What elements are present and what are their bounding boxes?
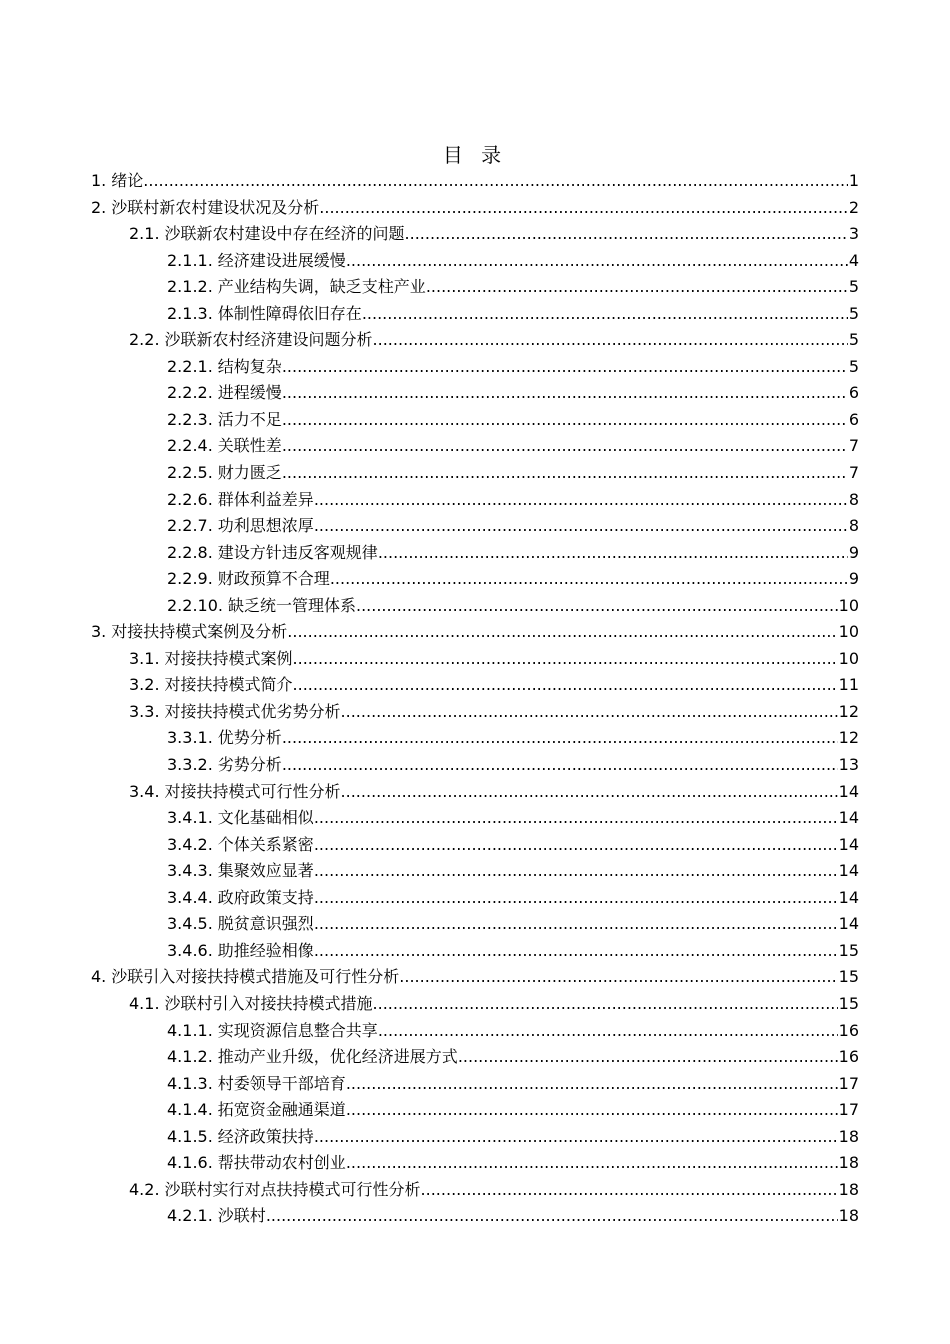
toc-entry[interactable] bbox=[91, 195, 859, 222]
toc-entry-title: 助推经验相像 bbox=[217, 940, 314, 960]
toc-dot-leader bbox=[399, 964, 837, 991]
toc-entry-title: 沙联村引入对接扶持模式措施 bbox=[164, 993, 373, 1013]
toc-entry-number: 4.1.5. bbox=[167, 1126, 213, 1146]
toc-entry-number: 4.1.3. bbox=[167, 1073, 213, 1093]
toc-dot-leader bbox=[282, 407, 848, 434]
toc-entry[interactable] bbox=[91, 1044, 859, 1071]
toc-entry-title: 沙联新农村建设中存在经济的问题 bbox=[164, 224, 405, 244]
toc-entry[interactable] bbox=[91, 354, 859, 381]
toc-entry-page-number: 17 bbox=[838, 1073, 859, 1093]
toc-entry[interactable] bbox=[91, 752, 859, 779]
toc-entry[interactable] bbox=[91, 1097, 859, 1124]
toc-dot-leader bbox=[319, 195, 848, 222]
toc-entry-title: 帮扶带动农村创业 bbox=[217, 1153, 346, 1173]
toc-entry-number: 3.1. bbox=[129, 648, 160, 668]
toc-entry[interactable] bbox=[91, 221, 859, 248]
toc-entry-number: 2.2.1. bbox=[167, 356, 213, 376]
toc-entry[interactable] bbox=[91, 911, 859, 938]
toc-entry-number: 1. bbox=[91, 171, 107, 190]
toc-entry-title: 建设方针违反客观规律 bbox=[217, 542, 378, 562]
toc-entry[interactable] bbox=[91, 540, 859, 567]
toc-entry-number: 2.2. bbox=[129, 330, 160, 350]
toc-entry-title: 沙联村新农村建设状况及分析 bbox=[111, 197, 320, 217]
toc-entry-page-number: 2 bbox=[848, 197, 859, 217]
toc-entry-number: 2.2.8. bbox=[167, 542, 213, 562]
toc-entry-title: 财政预算不合理 bbox=[217, 569, 330, 589]
toc-entry[interactable] bbox=[91, 1071, 859, 1098]
toc-dot-leader bbox=[287, 619, 837, 646]
toc-entry[interactable] bbox=[91, 301, 859, 328]
toc-dot-leader bbox=[330, 566, 848, 593]
toc-entry-page-number: 8 bbox=[848, 489, 859, 509]
toc-dot-leader bbox=[314, 938, 838, 965]
toc-dot-leader bbox=[314, 885, 838, 912]
toc-title: 目 录 bbox=[442, 143, 508, 167]
toc-entry-title: 绪论 bbox=[111, 171, 144, 190]
toc-entry-number: 2.2.7. bbox=[167, 516, 213, 536]
toc-entry-page-number: 6 bbox=[848, 383, 859, 403]
toc-entry[interactable] bbox=[91, 991, 859, 1018]
toc-entry[interactable] bbox=[91, 1150, 859, 1177]
toc-entry-number: 4.1. bbox=[129, 993, 160, 1013]
toc-dot-leader bbox=[314, 805, 838, 832]
toc-entry-page-number: 18 bbox=[838, 1153, 859, 1173]
toc-entry-number: 2.2.3. bbox=[167, 409, 213, 429]
toc-entry-number: 4.2. bbox=[129, 1179, 160, 1199]
toc-entry[interactable] bbox=[91, 1124, 859, 1151]
toc-entry[interactable] bbox=[91, 380, 859, 407]
toc-entry-page-number: 14 bbox=[838, 914, 859, 934]
toc-entry-page-number: 11 bbox=[838, 675, 859, 695]
toc-entry[interactable] bbox=[91, 858, 859, 885]
toc-entry-page-number: 15 bbox=[838, 967, 859, 987]
toc-entry-title: 关联性差 bbox=[217, 436, 282, 456]
toc-entry-title: 对接扶持模式优劣势分析 bbox=[164, 701, 341, 721]
toc-dot-leader bbox=[143, 168, 848, 195]
toc-dot-leader bbox=[341, 779, 838, 806]
toc-dot-leader bbox=[314, 858, 838, 885]
toc-entry-page-number: 4 bbox=[848, 250, 859, 270]
toc-entry-number: 2.2.5. bbox=[167, 463, 213, 483]
toc-dot-leader bbox=[341, 699, 838, 726]
toc-entry-title: 村委领导干部培育 bbox=[217, 1073, 346, 1093]
toc-entry-number: 3.4. bbox=[129, 781, 160, 801]
toc-dot-leader bbox=[293, 672, 838, 699]
toc-entry[interactable] bbox=[91, 885, 859, 912]
toc-entry-page-number: 5 bbox=[848, 356, 859, 376]
toc-entry-page-number: 17 bbox=[838, 1100, 859, 1120]
toc-entry-page-number: 1 bbox=[848, 171, 859, 190]
toc-entry[interactable] bbox=[91, 407, 859, 434]
toc-dot-leader bbox=[378, 540, 848, 567]
toc-entry[interactable] bbox=[91, 566, 859, 593]
toc-entry[interactable] bbox=[91, 593, 859, 620]
toc-entry-title: 经济建设进展缓慢 bbox=[217, 250, 346, 270]
toc-entry[interactable] bbox=[91, 832, 859, 859]
toc-entry-number: 3.4.5. bbox=[167, 914, 213, 934]
toc-entry-number: 3.4.4. bbox=[167, 887, 213, 907]
toc-entry[interactable] bbox=[91, 513, 859, 540]
toc-entry[interactable] bbox=[91, 725, 859, 752]
toc-entry-title: 对接扶持模式案例及分析 bbox=[111, 622, 288, 642]
toc-entry-page-number: 10 bbox=[838, 622, 859, 642]
toc-entry-number: 2.1. bbox=[129, 224, 160, 244]
toc-dot-leader bbox=[405, 221, 848, 248]
toc-entry-page-number: 18 bbox=[838, 1126, 859, 1146]
toc-entry-title: 文化基础相似 bbox=[217, 808, 314, 828]
toc-dot-leader bbox=[282, 725, 838, 752]
toc-entry-page-number: 8 bbox=[848, 516, 859, 536]
toc-dot-leader bbox=[378, 1018, 838, 1045]
toc-entry-number: 3. bbox=[91, 622, 107, 642]
toc-dot-leader bbox=[314, 1124, 838, 1151]
toc-entry[interactable] bbox=[91, 805, 859, 832]
toc-entry-page-number: 10 bbox=[838, 648, 859, 668]
toc-entry[interactable] bbox=[91, 938, 859, 965]
toc-dot-leader bbox=[346, 1150, 838, 1177]
toc-dot-leader bbox=[373, 991, 838, 1018]
toc-entry-number: 2.2.10. bbox=[167, 595, 223, 615]
toc-entry-title: 沙联引入对接扶持模式措施及可行性分析 bbox=[111, 967, 400, 987]
toc-dot-leader bbox=[282, 433, 848, 460]
toc-entry-page-number: 15 bbox=[838, 940, 859, 960]
toc-entry-number: 2.2.4. bbox=[167, 436, 213, 456]
toc-entry-number: 2.2.2. bbox=[167, 383, 213, 403]
toc-entry-number: 2.1.1. bbox=[167, 250, 213, 270]
toc-entry-page-number: 5 bbox=[848, 277, 859, 297]
toc-entry-number: 4.2.1. bbox=[167, 1206, 213, 1226]
toc-entry-title: 经济政策扶持 bbox=[217, 1126, 314, 1146]
toc-entry-title: 推动产业升级，优化经济进展方式 bbox=[217, 1047, 458, 1067]
toc-entry-number: 4.1.1. bbox=[167, 1020, 213, 1040]
toc-entry-number: 2.1.2. bbox=[167, 277, 213, 297]
toc-entry-page-number: 7 bbox=[848, 463, 859, 483]
toc-entry-page-number: 16 bbox=[838, 1020, 859, 1040]
toc-entry-number: 4.1.6. bbox=[167, 1153, 213, 1173]
toc-entry-title: 沙联村 bbox=[217, 1206, 266, 1226]
toc-entry[interactable] bbox=[91, 619, 859, 646]
toc-entry-number: 2.2.9. bbox=[167, 569, 213, 589]
toc-dot-leader bbox=[421, 1177, 838, 1204]
toc-dot-leader bbox=[266, 1203, 838, 1230]
toc-entry-title: 个体关系紧密 bbox=[217, 834, 314, 854]
toc-entry-page-number: 16 bbox=[838, 1047, 859, 1067]
toc-entry[interactable] bbox=[91, 646, 859, 673]
toc-entry-number: 3.3. bbox=[129, 701, 160, 721]
toc-dot-leader bbox=[282, 354, 848, 381]
toc-entry[interactable] bbox=[91, 248, 859, 275]
toc-entry-title: 劣势分析 bbox=[217, 755, 282, 775]
toc-entry-number: 4.1.2. bbox=[167, 1047, 213, 1067]
toc-dot-leader bbox=[314, 832, 838, 859]
toc-entry-number: 2.2.6. bbox=[167, 489, 213, 509]
toc-entry-page-number: 14 bbox=[838, 781, 859, 801]
toc-entry-page-number: 9 bbox=[848, 542, 859, 562]
toc-entry-page-number: 5 bbox=[848, 303, 859, 323]
toc-entry-title: 对接扶持模式简介 bbox=[164, 675, 293, 695]
toc-entry-number: 3.4.2. bbox=[167, 834, 213, 854]
toc-entry-number: 3.4.6. bbox=[167, 940, 213, 960]
toc-entry-title: 对接扶持模式可行性分析 bbox=[164, 781, 341, 801]
toc-dot-leader bbox=[282, 752, 838, 779]
toc-entry[interactable] bbox=[91, 168, 859, 195]
toc-entry-title: 产业结构失调，缺乏支柱产业 bbox=[217, 277, 426, 297]
toc-entry-number: 2. bbox=[91, 197, 107, 217]
toc-entry[interactable] bbox=[91, 699, 859, 726]
toc-list bbox=[91, 168, 859, 1230]
toc-entry-page-number: 14 bbox=[838, 887, 859, 907]
toc-entry-page-number: 5 bbox=[848, 330, 859, 350]
toc-entry[interactable] bbox=[91, 1177, 859, 1204]
toc-entry-page-number: 13 bbox=[838, 755, 859, 775]
toc-entry-number: 3.3.2. bbox=[167, 755, 213, 775]
toc-entry-title: 结构复杂 bbox=[217, 356, 282, 376]
toc-entry[interactable] bbox=[91, 1203, 859, 1230]
toc-entry-page-number: 18 bbox=[838, 1206, 859, 1226]
toc-entry-title: 集聚效应显著 bbox=[217, 861, 314, 881]
toc-entry[interactable] bbox=[91, 274, 859, 301]
toc-entry-number: 4. bbox=[91, 967, 107, 987]
toc-entry-title: 群体利益差异 bbox=[217, 489, 314, 509]
toc-entry-page-number: 18 bbox=[838, 1179, 859, 1199]
toc-entry-title: 沙联新农村经济建设问题分析 bbox=[164, 330, 373, 350]
toc-entry-number: 3.4.3. bbox=[167, 861, 213, 881]
toc-dot-leader bbox=[362, 301, 848, 328]
toc-entry-number: 3.4.1. bbox=[167, 808, 213, 828]
toc-dot-leader bbox=[314, 487, 848, 514]
toc-entry[interactable] bbox=[91, 327, 859, 354]
toc-dot-leader bbox=[293, 646, 838, 673]
toc-entry-title: 缺乏统一管理体系 bbox=[227, 595, 356, 615]
toc-entry-title: 沙联村实行对点扶持模式可行性分析 bbox=[164, 1179, 421, 1199]
toc-entry[interactable] bbox=[91, 487, 859, 514]
toc-entry[interactable] bbox=[91, 672, 859, 699]
toc-entry-page-number: 12 bbox=[838, 728, 859, 748]
toc-entry-page-number: 9 bbox=[848, 569, 859, 589]
toc-dot-leader bbox=[282, 380, 848, 407]
toc-dot-leader bbox=[426, 274, 848, 301]
toc-dot-leader bbox=[346, 1097, 838, 1124]
toc-entry-number: 4.1.4. bbox=[167, 1100, 213, 1120]
toc-entry-title: 对接扶持模式案例 bbox=[164, 648, 293, 668]
toc-dot-leader bbox=[356, 593, 838, 620]
toc-entry[interactable] bbox=[91, 433, 859, 460]
toc-entry-title: 脱贫意识强烈 bbox=[217, 914, 314, 934]
toc-entry-page-number: 14 bbox=[838, 808, 859, 828]
toc-entry-number: 3.2. bbox=[129, 675, 160, 695]
toc-dot-leader bbox=[282, 460, 848, 487]
toc-dot-leader bbox=[373, 327, 848, 354]
toc-entry[interactable] bbox=[91, 1018, 859, 1045]
toc-entry-page-number: 15 bbox=[838, 993, 859, 1013]
toc-entry-title: 体制性障碍依旧存在 bbox=[217, 303, 362, 323]
toc-entry-page-number: 3 bbox=[848, 224, 859, 244]
toc-entry-page-number: 6 bbox=[848, 409, 859, 429]
toc-entry[interactable] bbox=[91, 964, 859, 991]
toc-entry-title: 政府政策支持 bbox=[217, 887, 314, 907]
toc-entry-title: 实现资源信息整合共享 bbox=[217, 1020, 378, 1040]
toc-dot-leader bbox=[346, 1071, 838, 1098]
toc-entry-number: 2.1.3. bbox=[167, 303, 213, 323]
toc-dot-leader bbox=[346, 248, 848, 275]
toc-dot-leader bbox=[314, 513, 848, 540]
toc-dot-leader bbox=[458, 1044, 838, 1071]
toc-entry-title: 功利思想浓厚 bbox=[217, 516, 314, 536]
toc-entry-page-number: 7 bbox=[848, 436, 859, 456]
toc-entry-number: 3.3.1. bbox=[167, 728, 213, 748]
toc-entry-page-number: 10 bbox=[838, 595, 859, 615]
toc-entry-title: 进程缓慢 bbox=[217, 383, 282, 403]
toc-entry-title: 活力不足 bbox=[217, 409, 282, 429]
toc-entry-page-number: 14 bbox=[838, 861, 859, 881]
toc-entry-title: 拓宽资金融通渠道 bbox=[217, 1100, 346, 1120]
toc-entry[interactable] bbox=[91, 779, 859, 806]
toc-entry-page-number: 12 bbox=[838, 701, 859, 721]
toc-entry[interactable] bbox=[91, 460, 859, 487]
toc-entry-title: 财力匮乏 bbox=[217, 463, 282, 483]
toc-entry-title: 优势分析 bbox=[217, 728, 282, 748]
toc-entry-page-number: 14 bbox=[838, 834, 859, 854]
toc-dot-leader bbox=[314, 911, 838, 938]
